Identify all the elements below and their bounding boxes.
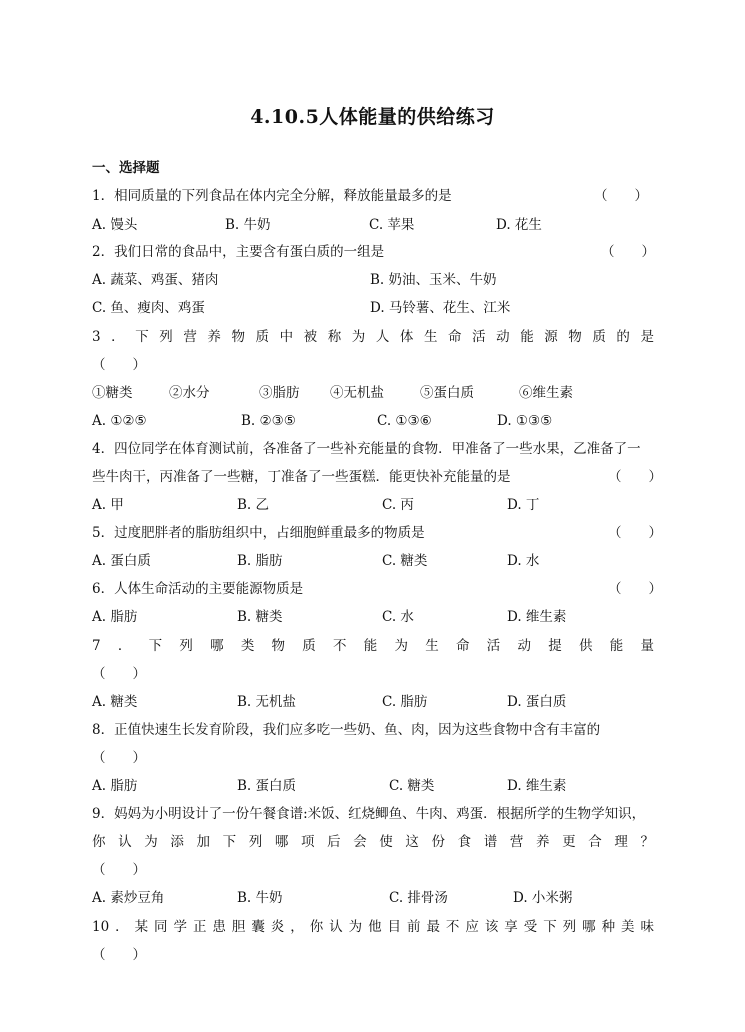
option-c: C. 糖类 [389, 778, 435, 794]
question-stem: 5．过度肥胖者的脂肪组织中，占细胞鲜重最多的物质是 [92, 525, 425, 541]
options-q5 [92, 551, 654, 571]
option-b: B. 无机盐 [237, 694, 297, 710]
items-q3 [92, 383, 654, 403]
question-stem: 1．相同质量的下列食品在体内完全分解，释放能量最多的是 [92, 188, 452, 204]
item-2: ②水分 [169, 385, 210, 401]
option-a: A. 脂肪 [92, 778, 138, 794]
answer-paren-q8: （ ） [92, 750, 146, 766]
answer-paren-q10: （ ） [92, 947, 146, 963]
option-a: A. 甲 [92, 497, 124, 513]
options-q2-row2 [92, 298, 654, 318]
option-c: C. 鱼、瘦肉、鸡蛋 [92, 300, 205, 316]
option-d: D. 维生素 [507, 609, 567, 625]
option-d: D. ①③⑤ [497, 413, 553, 429]
option-d: D. 蛋白质 [507, 694, 567, 710]
answer-paren-q9: （ ） [92, 862, 146, 878]
question-2 [92, 242, 654, 262]
option-a: A. ①②⑤ [92, 413, 147, 429]
question-1 [92, 186, 654, 206]
question-5 [92, 523, 662, 543]
item-5: ⑤蛋白质 [420, 385, 474, 401]
answer-paren: （ ） [608, 581, 662, 597]
option-c: C. 糖类 [382, 553, 428, 569]
option-b: B. 奶油、玉米、牛奶 [370, 272, 497, 288]
option-a: A. 馒头 [92, 217, 138, 233]
page-title: 4.10.5人体能量的供给练习 [250, 106, 495, 128]
options-q2-row1 [92, 270, 654, 290]
options-q4 [92, 495, 654, 515]
question-3: 3．下列营养物质中被称为人体生命活动能源物质的是 [92, 329, 654, 345]
answer-paren: （ ） [594, 188, 648, 204]
question-10: 10．某同学正患胆囊炎，你认为他目前最不应该享受下列哪种美味 [92, 919, 654, 935]
option-b: B. ②③⑤ [241, 413, 296, 429]
answer-paren-q7: （ ） [92, 666, 146, 682]
item-1: ①糖类 [92, 385, 133, 401]
option-c: C. 丙 [382, 497, 414, 513]
option-c: C. 脂肪 [382, 694, 428, 710]
answer-paren: （ ） [601, 244, 655, 260]
question-7: 7．下列哪类物质不能为生命活动提供能量 [92, 638, 654, 654]
options-q9 [92, 888, 654, 908]
question-stem: 6．人体生命活动的主要能源物质是 [92, 581, 304, 597]
option-a: A. 糖类 [92, 694, 138, 710]
option-a: A. 脂肪 [92, 609, 138, 625]
option-a: A. 蔬菜、鸡蛋、猪肉 [92, 272, 219, 288]
answer-paren-q3: （ ） [92, 357, 146, 373]
question-4-line2 [92, 467, 662, 487]
question-4-line1: 4．四位同学在体育测试前，各准备了一些补充能量的食物．甲准备了一些水果，乙准备了一 [92, 441, 641, 457]
option-c: C. ①③⑥ [377, 413, 432, 429]
option-d: D. 花生 [496, 217, 542, 233]
option-b: B. 蛋白质 [237, 778, 297, 794]
option-c: C. 水 [382, 609, 414, 625]
option-d: D. 丁 [507, 497, 540, 513]
question-stem: 些牛肉干，丙准备了一些糖，丁准备了一些蛋糕．能更快补充能量的是 [92, 469, 511, 485]
question-6 [92, 579, 662, 599]
options-q3 [92, 411, 654, 431]
option-d: D. 维生素 [507, 778, 567, 794]
question-9-line2: 你认为添加下列哪项后会使这份食谱营养更合理？ [92, 834, 654, 850]
option-a: A. 素炒豆角 [92, 890, 165, 906]
option-b: B. 脂肪 [237, 553, 283, 569]
question-9-line1: 9．妈妈为小明设计了一份午餐食谱:米饭、红烧鲫鱼、牛肉、鸡蛋．根据所学的生物学知识， [92, 806, 646, 822]
item-6: ⑥维生素 [519, 385, 573, 401]
item-4: ④无机盐 [330, 385, 384, 401]
option-b: B. 糖类 [237, 609, 283, 625]
section-heading: 一、选择题 [92, 160, 160, 176]
question-stem: 2．我们日常的食品中，主要含有蛋白质的一组是 [92, 244, 385, 260]
option-d: D. 马铃薯、花生、江米 [370, 300, 511, 316]
answer-paren: （ ） [608, 525, 662, 541]
option-b: B. 牛奶 [237, 890, 283, 906]
option-b: B. 乙 [237, 497, 270, 513]
options-q1 [92, 215, 654, 235]
options-q6 [92, 607, 654, 627]
option-c: C. 苹果 [369, 217, 415, 233]
question-8: 8．正值快速生长发育阶段，我们应多吃一些奶、鱼、肉，因为这些食物中含有丰富的 [92, 722, 601, 738]
options-q7 [92, 692, 654, 712]
option-a: A. 蛋白质 [92, 553, 151, 569]
option-b: B. 牛奶 [225, 217, 271, 233]
option-c: C. 排骨汤 [389, 890, 448, 906]
option-d: D. 小米粥 [513, 890, 573, 906]
answer-paren: （ ） [608, 469, 662, 485]
options-q8 [92, 776, 654, 796]
option-d: D. 水 [507, 553, 540, 569]
item-3: ③脂肪 [259, 385, 300, 401]
